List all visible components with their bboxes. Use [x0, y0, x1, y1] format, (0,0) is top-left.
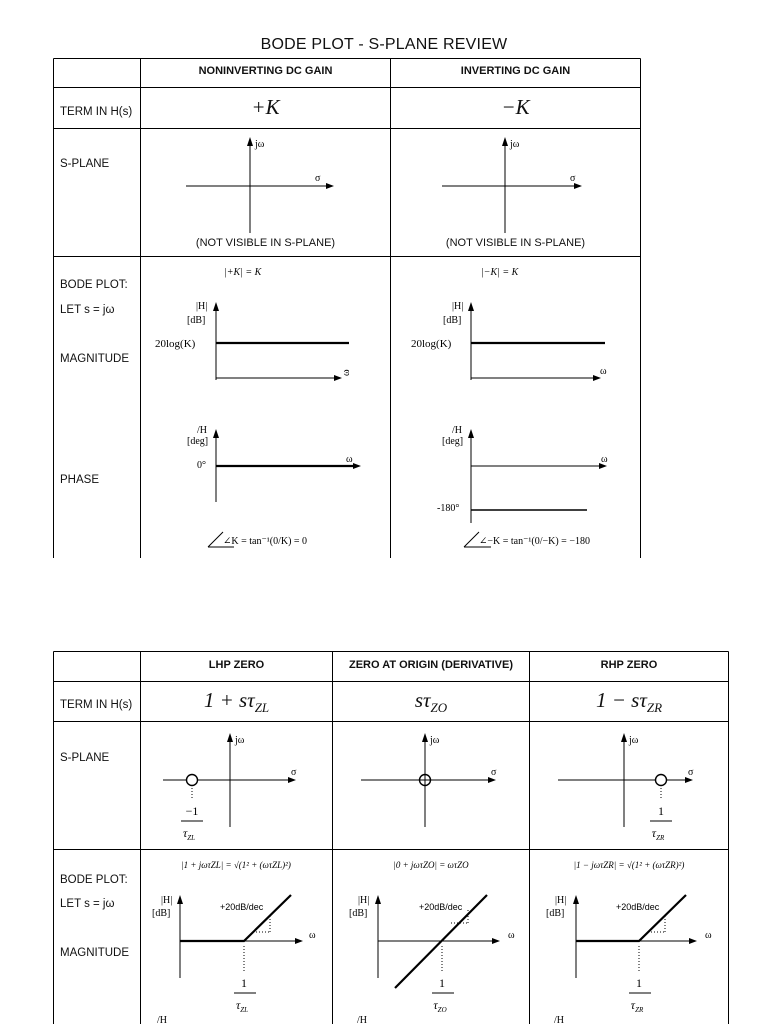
break-numerator: 1	[439, 976, 445, 990]
phase-axis-top: /H	[554, 1015, 564, 1024]
table2-label-splane: S-PLANE	[60, 752, 110, 764]
table1-header-inverting: INVERTING DC GAIN	[460, 65, 571, 77]
not-visible-note-1: (NOT VISIBLE IN S-PLANE)	[195, 237, 336, 249]
break-den-sub: ZO	[437, 1006, 447, 1014]
mag-axis-top: |H|	[196, 301, 208, 312]
zero-den-sub: ZL	[187, 834, 196, 842]
svg-text:τZR	[631, 998, 644, 1014]
break-den-sub: ZR	[635, 1006, 644, 1014]
break-den: τ	[235, 998, 241, 1012]
table1-label-let: LET s = jω	[60, 304, 115, 316]
mag-level-label: 20log(K)	[155, 338, 196, 350]
omega-label: ω	[508, 930, 515, 941]
zero-numerator: 1	[658, 804, 664, 818]
table2-header-rhp-zero: RHP ZERO	[600, 659, 658, 671]
mag-axis-unit: [dB]	[443, 315, 462, 326]
mag-level-label: 20log(K)	[411, 338, 452, 350]
sigma-label: σ	[491, 767, 497, 778]
bode-origin-zero	[333, 850, 529, 1024]
omega-label: ω	[341, 369, 352, 376]
page-title: BODE PLOT - S-PLANE REVIEW	[260, 36, 508, 53]
phase-level-label: -180°	[437, 503, 460, 514]
slope-label: +20dB/dec	[419, 902, 463, 912]
jw-label: jω	[430, 735, 440, 746]
table2-header-origin-zero: ZERO AT ORIGIN (DERIVATIVE)	[349, 659, 513, 671]
splane-rhp-zero	[530, 722, 728, 849]
term-plus-k: +K	[251, 95, 280, 119]
table1-label-bode: BODE PLOT:	[60, 279, 128, 291]
sigma-label: σ	[291, 767, 297, 778]
sigma-label: σ	[315, 173, 321, 184]
term-rhp-zero	[530, 688, 728, 716]
term-lhp-sub: ZL	[254, 700, 270, 716]
mag-axis-unit: [dB]	[349, 908, 368, 919]
term-origin-main: sτ	[414, 688, 431, 712]
mag-axis-unit: [dB]	[187, 315, 206, 326]
not-visible-note-2: (NOT VISIBLE IN S-PLANE)	[445, 237, 586, 249]
zero-den: τ	[182, 826, 188, 840]
break-den-sub: ZL	[240, 1006, 249, 1014]
omega-label: ω	[600, 366, 607, 377]
jw-label: jω	[235, 735, 245, 746]
mag-eq-label: |1 + jωτZL| = √(1² + (ωτZL)²)	[181, 860, 291, 870]
sigma-label: σ	[688, 767, 694, 778]
phase-level-label: 0°	[197, 460, 206, 471]
mag-eq-label: |1 − jωτZR| = √(1² + (ωτZR)²)	[573, 860, 685, 870]
zero-den: τ	[651, 826, 657, 840]
svg-text:τZR	[652, 826, 665, 842]
slope-label: +20dB/dec	[220, 902, 264, 912]
table1-label-phase: PHASE	[60, 474, 99, 486]
phase-axis-unit: [deg]	[442, 436, 464, 447]
phase-eq-label: ∠K = tan⁻¹(0/K) = 0	[223, 536, 308, 547]
table1-label-splane: S-PLANE	[60, 158, 110, 170]
mag-eq-label: |0 + jωτZO| = ωτZO	[393, 860, 469, 870]
phase-axis-unit: [deg]	[187, 436, 209, 447]
phase-axis-top: /H	[357, 1015, 367, 1024]
mag-axis-top: |H|	[161, 895, 173, 906]
omega-label: ω	[705, 930, 712, 941]
term-lhp-zero	[141, 688, 332, 716]
bode-lhp-zero	[141, 850, 332, 1024]
term-lhp-main: 1 + sτ	[203, 688, 255, 712]
jw-label: jω	[629, 735, 639, 746]
table2-label-bode: BODE PLOT:	[60, 874, 128, 886]
splane-origin-zero	[333, 722, 529, 849]
phase-axis-top: /H	[197, 425, 207, 436]
jw-label: jω	[255, 139, 265, 150]
mag-eq-label: |−K| = K	[481, 267, 519, 278]
break-numerator: 1	[636, 976, 642, 990]
table1-label-magnitude: MAGNITUDE	[60, 353, 129, 365]
table2-header-lhp-zero: LHP ZERO	[208, 659, 265, 671]
term-rhp-sub: ZR	[646, 700, 663, 716]
mag-eq-label: |+K| = K	[224, 267, 262, 278]
mag-axis-unit: [dB]	[546, 908, 565, 919]
omega-label: ω	[601, 454, 608, 465]
table1-label-term: TERM IN H(s)	[60, 106, 133, 118]
term-minus-k: −K	[501, 95, 530, 119]
mag-axis-top: |H|	[555, 895, 567, 906]
table2-label-let: LET s = jω	[60, 898, 115, 910]
zero-marker	[656, 775, 667, 786]
table2-label-term: TERM IN H(s)	[60, 699, 133, 711]
table2-label-magnitude: MAGNITUDE	[60, 947, 129, 959]
phase-axis-top: /H	[452, 425, 462, 436]
mag-axis-top: |H|	[358, 895, 370, 906]
mag-axis-top: |H|	[452, 301, 464, 312]
omega-label: ω	[309, 930, 316, 941]
zero-den-sub: ZR	[656, 834, 665, 842]
break-den: τ	[433, 998, 438, 1012]
break-numerator: 1	[241, 976, 247, 990]
zero-numerator: −1	[185, 804, 199, 818]
splane-lhp-zero	[141, 722, 332, 849]
term-rhp-main: 1 − sτ	[595, 688, 647, 712]
slope-label: +20dB/dec	[616, 902, 660, 912]
sigma-label: σ	[570, 173, 576, 184]
table1-header-noninverting: NONINVERTING DC GAIN	[198, 65, 333, 77]
omega-label: ω	[346, 454, 353, 465]
phase-axis-top: /H	[157, 1015, 167, 1024]
mag-axis-unit: [dB]	[152, 908, 171, 919]
break-den: τ	[630, 998, 636, 1012]
svg-text:τZO	[433, 998, 446, 1014]
phase-eq-label: ∠−K = tan⁻¹(0/−K) = −180	[479, 536, 590, 547]
bode-rhp-zero	[530, 850, 728, 1024]
zero-marker	[187, 775, 198, 786]
svg-text:τZL	[183, 826, 195, 842]
term-origin-sub: ZO	[430, 700, 448, 716]
term-origin-zero	[333, 688, 529, 716]
svg-text:τZL	[236, 998, 248, 1014]
jw-label: jω	[510, 139, 520, 150]
